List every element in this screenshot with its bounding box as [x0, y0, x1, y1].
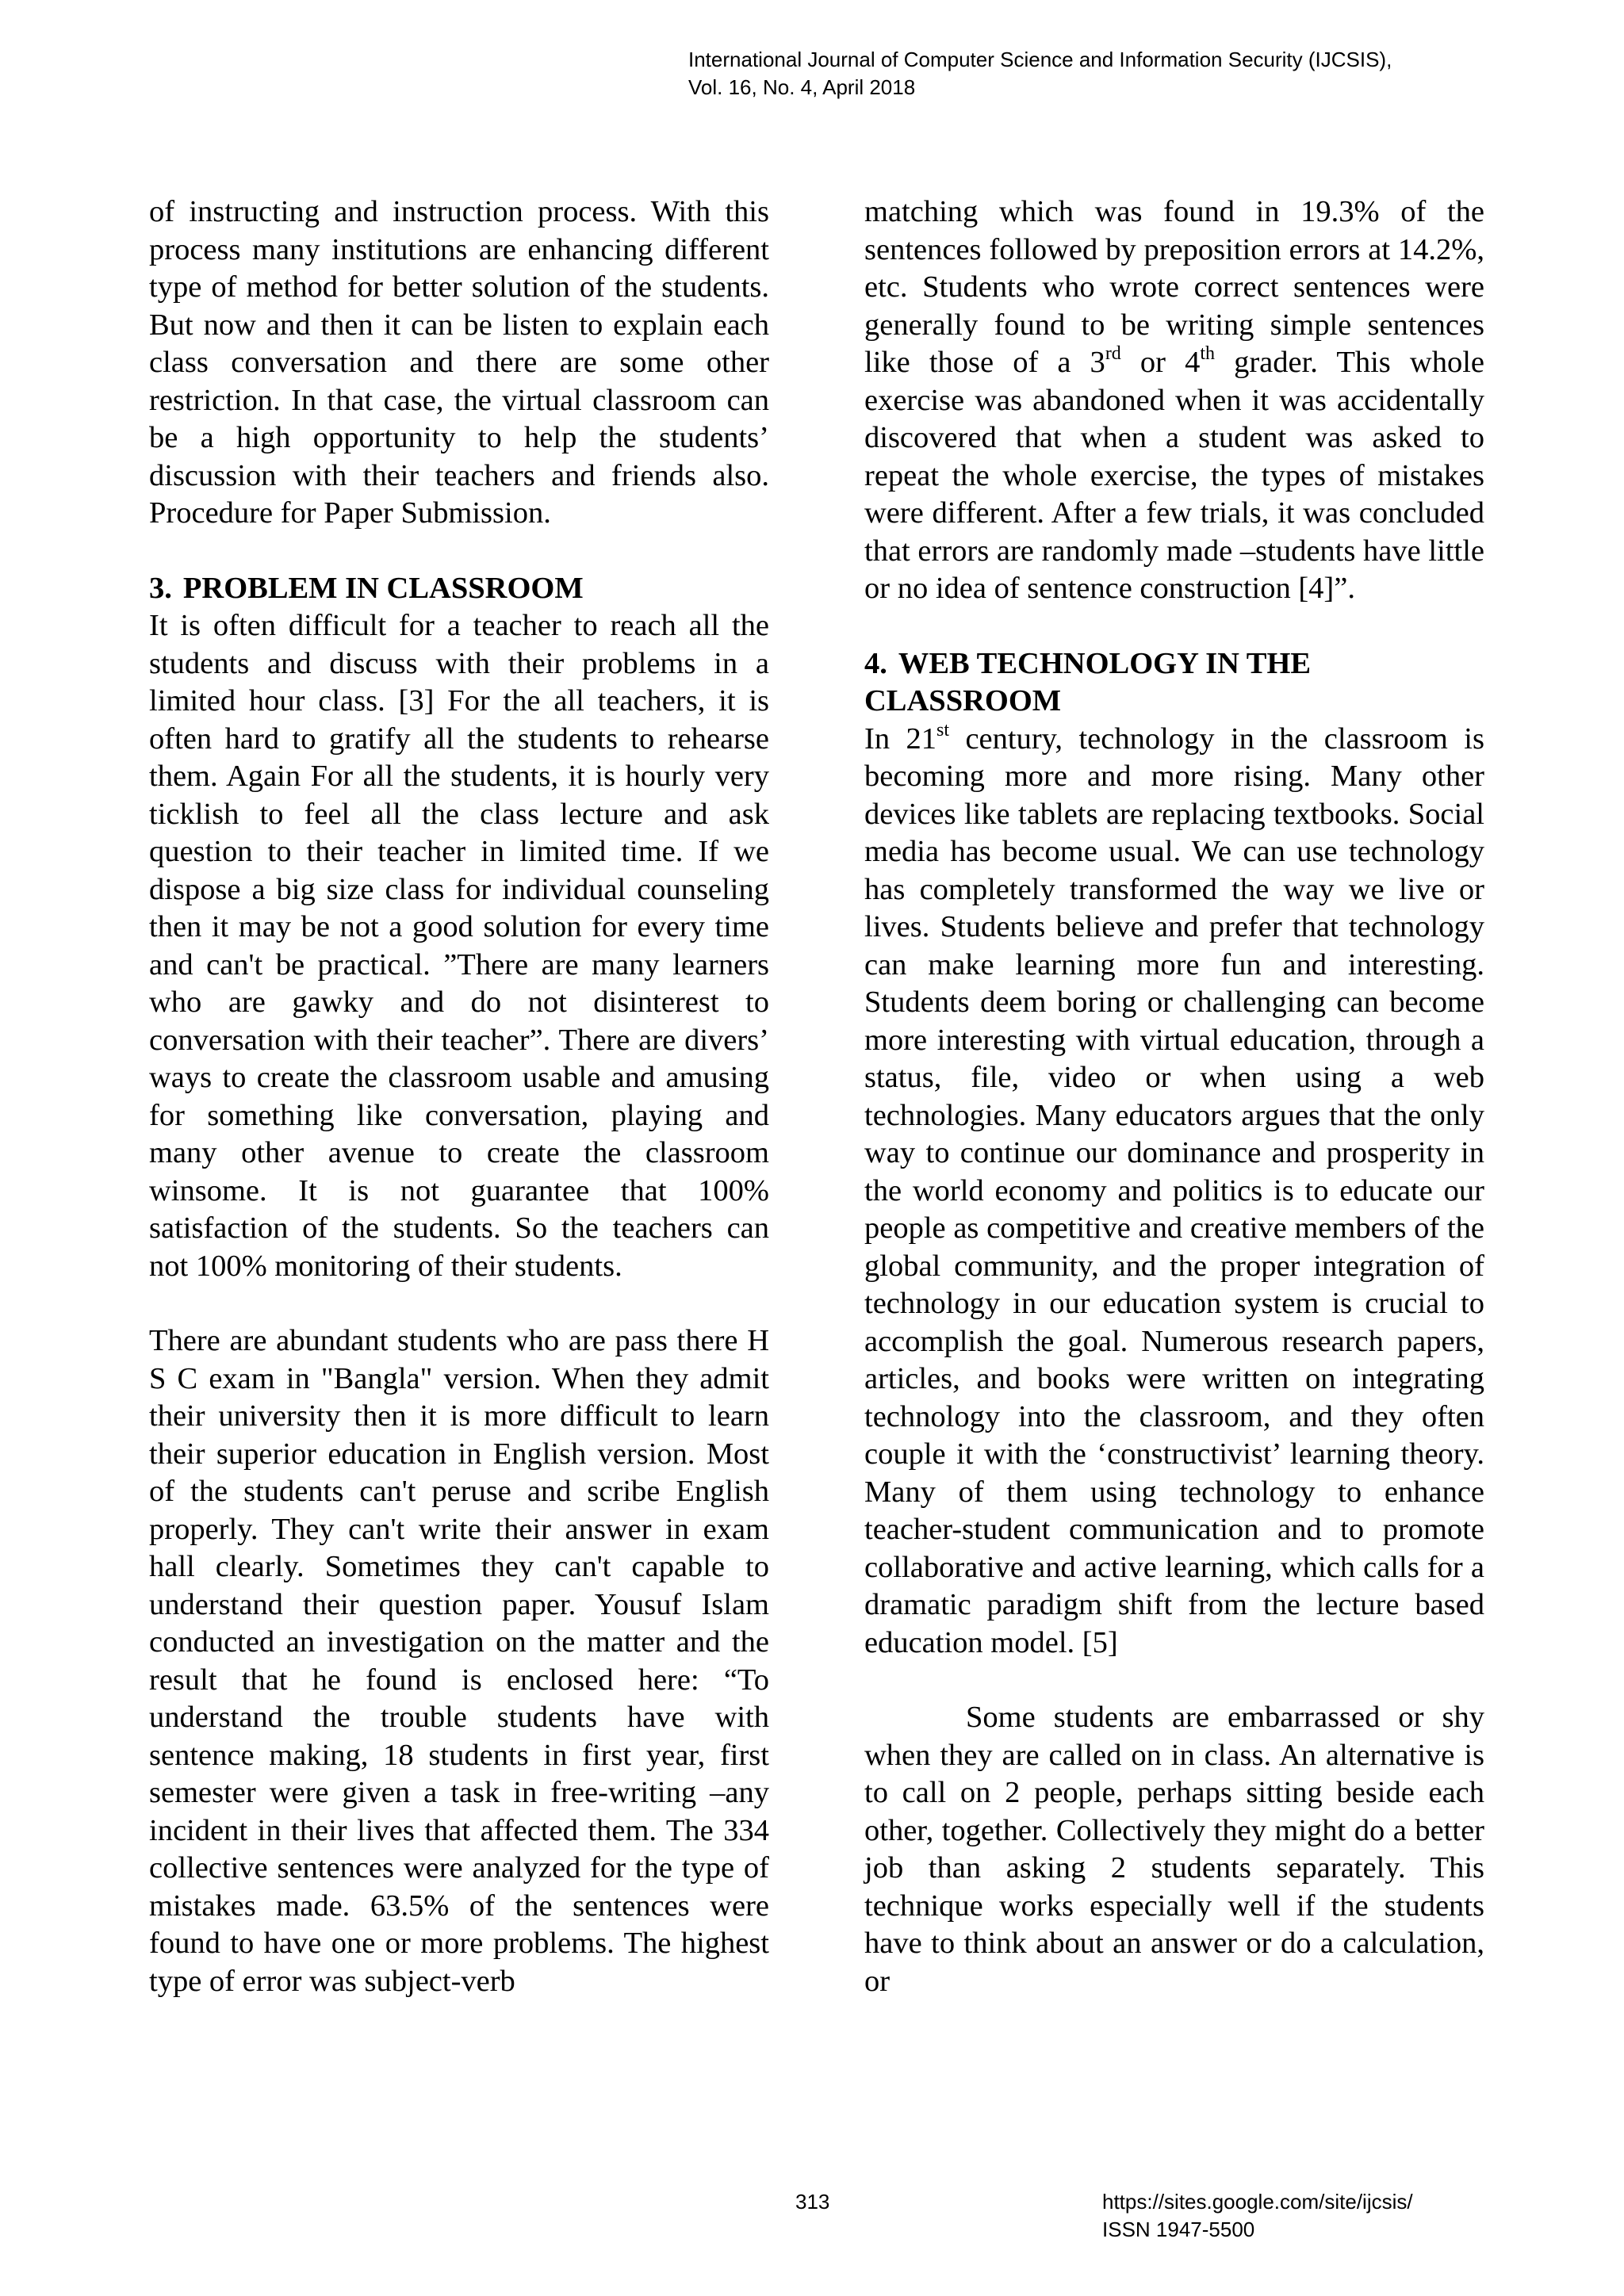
text-run: grader. This whole exercise was abandoned when it was accidentally discovered that when a student was asked to repeat the whole exercise, the types of mistakes were different. After a few trials, it was concluded that errors are randomly made –students have little or no idea of sentence construction [4]”.: [864, 346, 1484, 605]
left-column: [149, 193, 769, 2000]
section-number: 3.: [149, 571, 172, 605]
text-run: or 4: [1120, 346, 1201, 379]
journal-title-line: International Journal of Computer Science and Information Security (IJCSIS),: [688, 48, 1392, 71]
paragraph: There are abundant students who are pass there H S C exam in "Bangla" version. When they admit their university then it is more difficult to learn their superior education in English version. Most of the students can't peruse and scribe English properly. They can't write their answer in exam hall clearly. Sometimes they can't capable to understand their question paper. Yousuf Islam conducted an investigation on the matter and the result that he found is enclosed here: “To understand the trouble students have with sentence making, 18 students in first year, first semester were given a task in free-writing –any incident in their lives that affected them. The 334 collective sentences were analyzed for the type of mistakes made. 63.5% of the sentences were found to have one or more problems. The highest type of error was subject-verb: [149, 1324, 769, 1998]
journal-header: [688, 46, 1561, 101]
section-number: 4.: [864, 646, 887, 680]
paragraph: It is often difficult for a teacher to reach all the students and discuss with their problems in a limited hour class. [3] For the all teachers, it is often hard to gratify all the students to rehearse them. Again For all the students, it is hourly very ticklish to feel all the class lecture and ask question to their teacher in limited time. If we dispose a big size class for individual counseling then it may be not a good solution for every time and can't be practical. ”There are many learners who are gawky and do not disinterest to conversation with their teacher”. There are divers’ ways to create the classroom usable and amusing for something like conversation, playing and many other avenue to create the classroom winsome. It is not guarantee that 100% satisfaction of the students. So the teachers can not 100% monitoring of their students.: [149, 609, 769, 1283]
journal-volume-line: Vol. 16, No. 4, April 2018: [688, 75, 916, 99]
footer-url: https://sites.google.com/site/ijcsis/: [1102, 2190, 1413, 2214]
superscript: th: [1200, 343, 1216, 365]
section-title: WEB TECHNOLOGY IN THE: [898, 646, 1312, 680]
text-run: century, technology in the classroom is becoming more and more rising. Many other devices like tablets are replacing textbooks. Social media has become usual. We can use technology has completely transformed the way we live or lives. Students believe and prefer that technology can make learning more fun and interesting. Students deem boring or challenging can become more interesting with virtual education, through a status, file, video or when using a web technologies. Many educators argues that the only way to continue our dominance and prosperity in the world economy and politics is to educate our people as competitive and creative members of the global community, and the proper integration of technology in our education system is crucial to accomplish the goal. Numerous research papers, articles, and books were written on integrating technology into the classroom, and they often couple it with the ‘constructivist’ learning theory. Many of them using technology to enhance teacher-student communication and to promote collaborative and active learning, which calls for a dramatic paradigm shift from the lecture based education model. [5]: [864, 721, 1484, 1659]
section-heading-3: [149, 570, 769, 608]
paragraph: Some students are embarrassed or shy when they are called on in class. An alternative is to call on 2 people, perhaps sitting beside each other, together. Collectively they might do a better job than asking 2 students separately. This technique works especially well if the students have to think about an answer or do a calculation, or: [864, 1701, 1484, 1998]
text-run: In 21: [864, 721, 936, 756]
superscript: rd: [1105, 343, 1121, 365]
section-title-cont: CLASSROOM: [864, 684, 1062, 718]
section-heading-4: [864, 645, 1484, 721]
text-run: matching which was found in 19.3% of the sentences followed by preposition errors at 14.2%, etc. Students who wrote correct sentences were generally found to be writing simple sentences like those of a 3: [864, 195, 1484, 379]
section-title: PROBLEM IN CLASSROOM: [182, 571, 584, 605]
paragraph: of instructing and instruction process. With this process many institutions are enhancing different type of method for better solution of the students. But now and then it can be listen to explain each class conversation and there are some other restriction. In that case, the virtual classroom can be a high opportunity to help the students’ discussion with their teachers and friends also. Procedure for Paper Submission.: [149, 195, 769, 530]
paragraph: [864, 193, 1484, 608]
footer-issn: ISSN 1947-5500: [1102, 2218, 1255, 2241]
page-number: 313: [795, 2190, 830, 2214]
right-column: [864, 193, 1484, 2000]
superscript: st: [936, 719, 950, 740]
footer-info: [1102, 2188, 1413, 2244]
paragraph: [864, 721, 1484, 1663]
